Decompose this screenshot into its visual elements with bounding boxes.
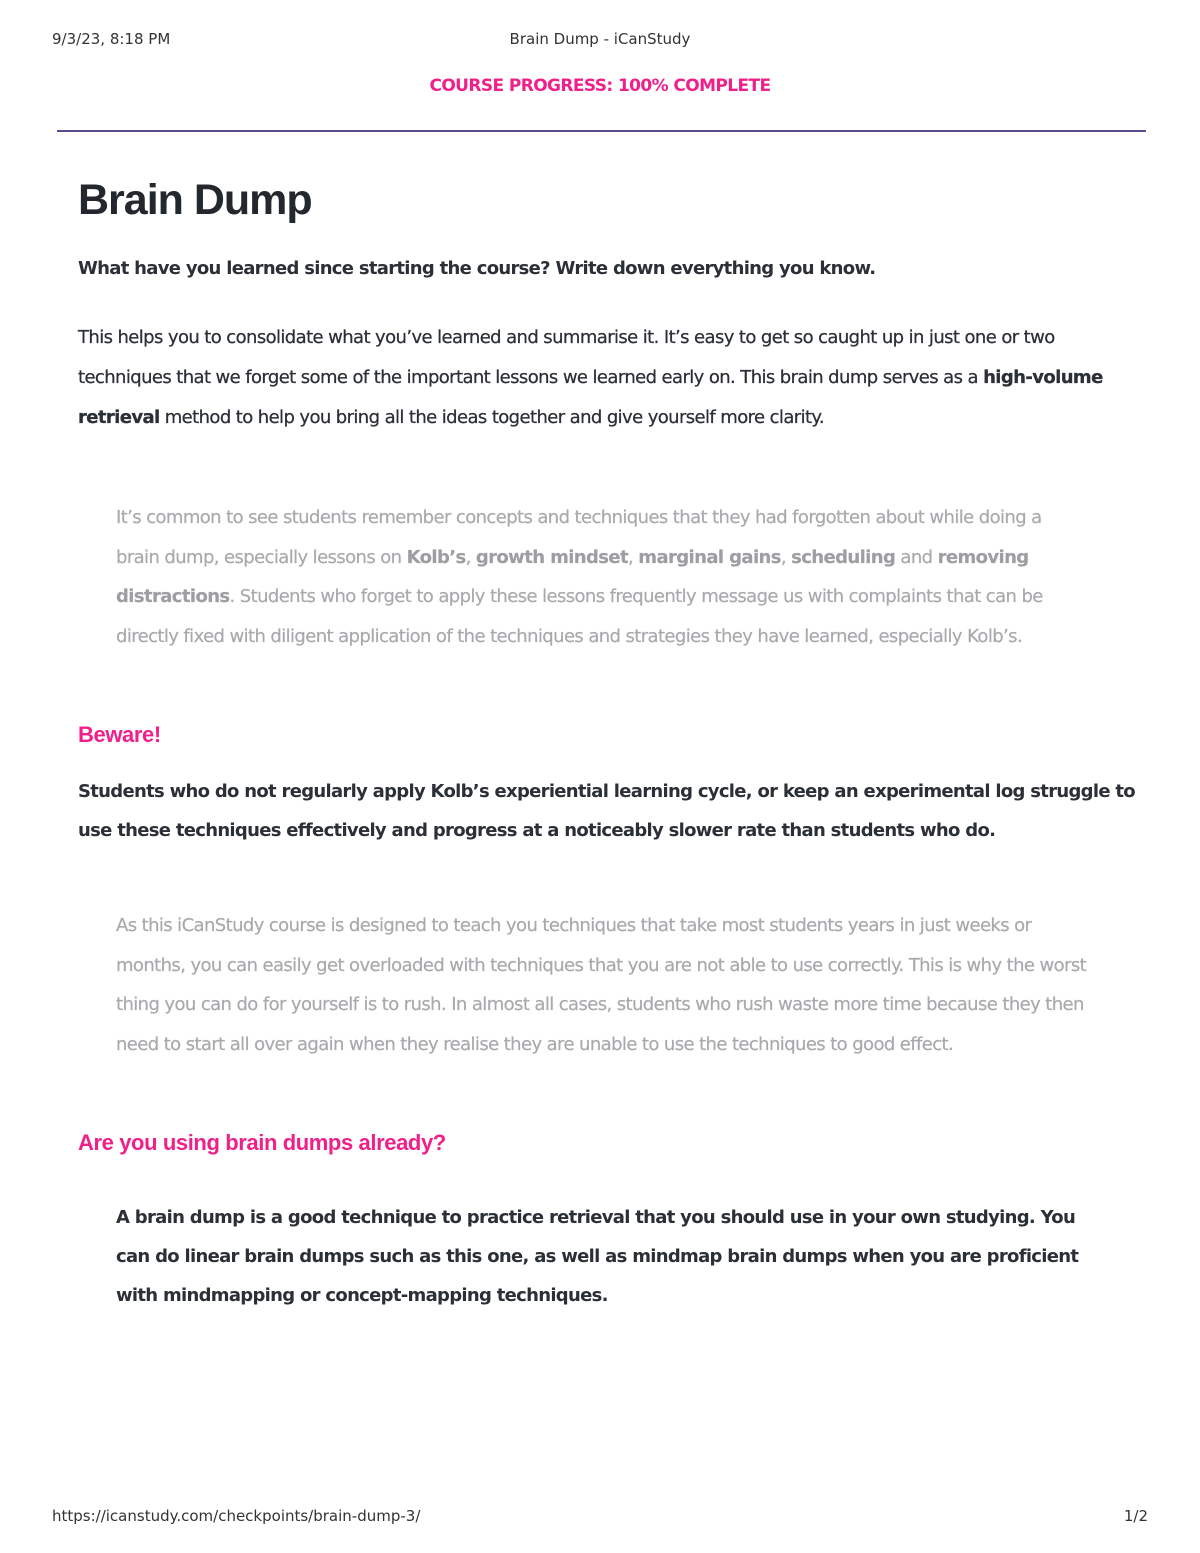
callout-quote-2: As this iCanStudy course is designed to teach you techniques that take most students years in just weeks or months, you can easily get overloaded with techniques that you are not able to use correctly. This is why the worst thing you can do for yourself is to rush. In almost all cases, students who rush waste more time because they then need to start all over again when they realise they are unable to use the techniques to good effect. bbox=[116, 915, 1087, 1055]
quote1-text: , bbox=[628, 546, 639, 568]
quote1-text: , bbox=[465, 546, 476, 568]
intro-paragraph bbox=[78, 318, 1138, 438]
print-url: https://icanstudy.com/checkpoints/brain-dump-3/ bbox=[52, 1507, 421, 1525]
intro-text-2: method to help you bring all the ideas together and give yourself more clarity. bbox=[159, 407, 825, 428]
beware-paragraph: Students who do not regularly apply Kolb’s experiential learning cycle, or keep an experimental log struggle to use these techniques effectively and progress at a noticeably slower rate than students who do. bbox=[78, 781, 1135, 841]
intro-bold-term: high-volume retrieval bbox=[78, 367, 1103, 428]
print-date: 9/3/23, 8:18 PM bbox=[52, 30, 171, 48]
quote1-term-removing-distractions: removing distractions bbox=[116, 546, 1029, 607]
intro-text-1: This helps you to consolidate what you’ve learned and summarise it. It’s easy to get so caught up in just one or two techniques that we forget some of the important lessons we learned early on. This brain dump serves as a bbox=[78, 327, 1055, 388]
quote1-term-kolbs: Kolb’s bbox=[406, 546, 466, 568]
header-divider bbox=[57, 130, 1146, 132]
quote1-text: It’s common to see students remember concepts and techniques that they had forgotten about while doing a brain dump, especially lessons on bbox=[116, 507, 1042, 568]
lead-question: What have you learned since starting the course? Write down everything you know. bbox=[78, 258, 876, 279]
quote1-text: , bbox=[780, 546, 792, 568]
using-brain-dumps-heading: Are you using brain dumps already? bbox=[78, 1130, 446, 1155]
page-number: 1/2 bbox=[1123, 1507, 1148, 1525]
article-content bbox=[78, 172, 1138, 1315]
quote1-text: . Students who forget to apply these lessons frequently message us with complaints that can be directly fixed with diligent application of the techniques and strategies they have learned, especially Kolb’s. bbox=[116, 586, 1043, 647]
print-footer bbox=[52, 1507, 1148, 1527]
quote1-term-marginal-gains: marginal gains bbox=[638, 546, 781, 568]
using-brain-dumps-paragraph: A brain dump is a good technique to practice retrieval that you should use in your own studying. You can do linear brain dumps such as this one, as well as mindmap brain dumps when you are proficient with mindmapping or concept-mapping techniques. bbox=[116, 1207, 1079, 1306]
page-title: Brain Dump bbox=[78, 176, 312, 224]
course-progress-label: COURSE PROGRESS: 100% COMPLETE bbox=[429, 76, 771, 96]
quote1-term-scheduling: scheduling bbox=[791, 546, 896, 568]
print-header bbox=[52, 30, 1148, 50]
quote1-text: and bbox=[895, 546, 938, 568]
quote1-term-growth-mindset: growth mindset bbox=[475, 546, 629, 568]
callout-quote-1 bbox=[116, 498, 1076, 656]
print-page-title: Brain Dump - iCanStudy bbox=[509, 30, 691, 48]
beware-heading: Beware! bbox=[78, 722, 161, 747]
